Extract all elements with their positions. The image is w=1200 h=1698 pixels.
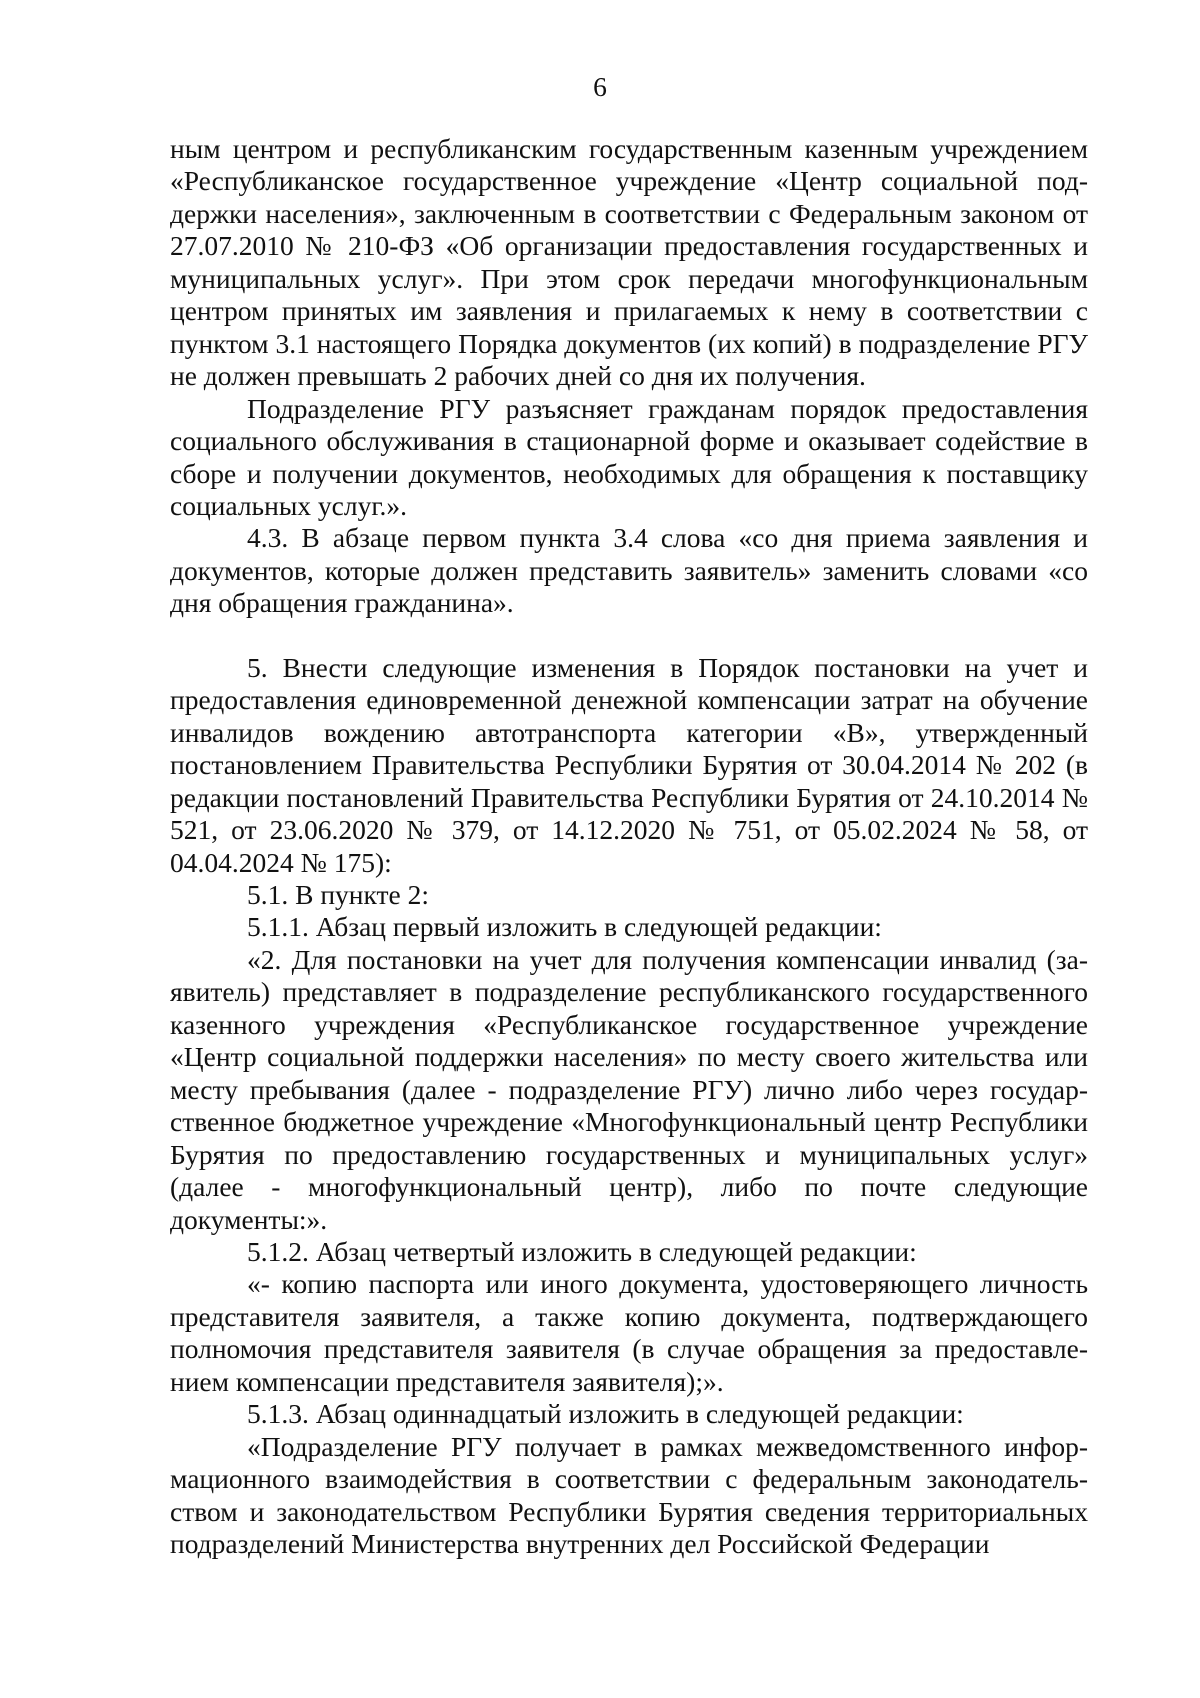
paragraph-5-1-1: 5.1.1. Абзац первый изложить в следующей редакции: — [247, 911, 882, 943]
paragraph-rgu-explains: Подразделение РГУ разъясняет гражданам порядок предоставления социального обслуживания в стационарной форме и оказывает содействие в сборе и получении документов, необходимых для обращения к поставщику социальных услуг.». — [170, 392, 1088, 521]
paragraph-quoted-interagency: «Подразделение РГУ получает в рамках межведомственного информационного взаимодействия в соответствии с федеральным законодательством и законодательством Республики Бурятия сведения территориальных подразделений Министерства внутренних дел Российской Федерации — [170, 1430, 1088, 1560]
paragraph-5-1-3: 5.1.3. Абзац одиннадцатый изложить в следующей редакции: — [247, 1398, 964, 1430]
paragraph-5-1: 5.1. В пункте 2: — [247, 878, 430, 910]
paragraph-continuation: ным центром и республиканским государственным казенным учреждением «Республиканское государственное учреждение «Центр социальной поддержки населения», заключенным в соответствии с Федеральным законом от 27.07.2010 № 210-ФЗ «Об организации предоставления государственных и муниципальных услуг». При этом срок передачи многофункциональным центром принятых им заявления и прилагаемых к нему в соответствии с пунктом 3.1 настоящего Порядка документов (их копий) в подразделение РГУ не должен превышать 2 рабочих дней со дня их получения. — [170, 133, 1088, 392]
paragraph-5-1-2: 5.1.2. Абзац четвертый изложить в следующей редакции: — [247, 1235, 917, 1267]
paragraph-5: 5. Внести следующие изменения в Порядок постановки на учет и предоставления единовременной денежной компенсации затрат на обучение инвалидов вождению автотранспорта категории «В», утвержденный постановлением Правительства Республики Бурятия от 30.04.2014 № 202 (в редакции постановлений Правительства Республики Бурятия от 24.10.2014 № 521, от 23.06.2020 № 379, от 14.12.2020 № 751, от 05.02.2024 № 58, от 04.04.2024 № 175): — [170, 651, 1088, 878]
paragraph-quoted-passport-copy: «- копию паспорта или иного документа, удостоверяющего личность представителя заявителя, а также копию документа, подтверждающего полномочия представителя заявителя (в случае обращения за предоставлением компенсации представителя заявителя);». — [170, 1268, 1088, 1397]
paragraph-4-3: 4.3. В абзаце первом пункта 3.4 слова «со дня приема заявления и документов, которые должен представить заявитель» заменить словами «со дня обращения гражданина». — [170, 522, 1088, 619]
document-body — [170, 133, 1088, 1560]
paragraph-quoted-item-2: «2. Для постановки на учет для получения компенсации инвалид (заявитель) представляет в подразделение республиканского государственного казенного учреждения «Республиканское государственное учреждение «Центр социальной поддержки населения» по месту своего жительства или месту пребывания (далее - подразделение РГУ) лично либо через государственное бюджетное учреждение «Многофункциональный центр Республики Бурятия по предоставлению государственных и муниципальных услуг» (далее - многофункциональный центр), либо по почте следующие документы:». — [170, 943, 1088, 1235]
page-number: 6 — [593, 71, 607, 102]
